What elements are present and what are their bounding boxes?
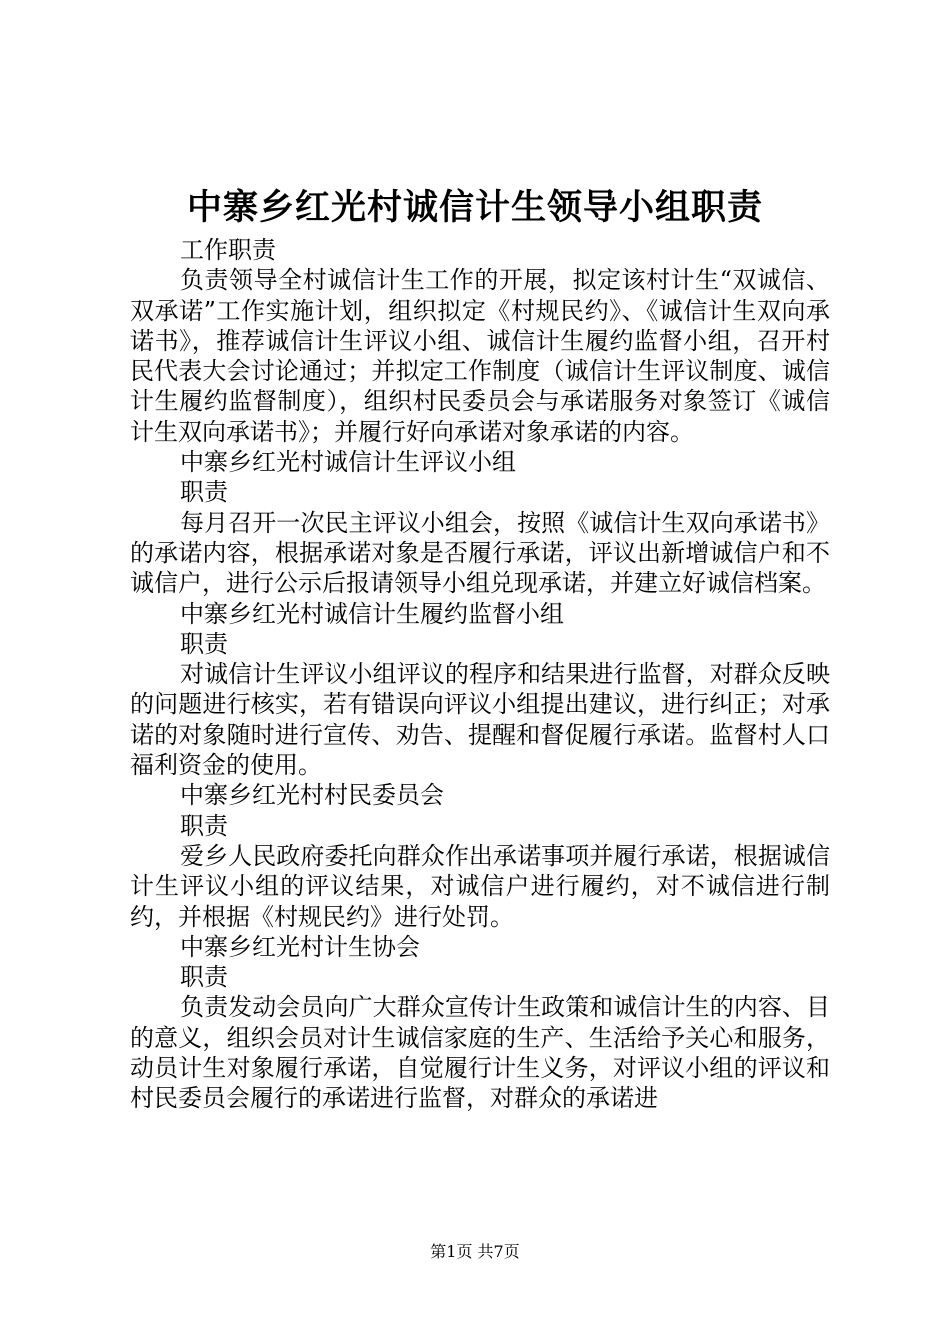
- paragraph-supervision-duties: 对诚信计生评议小组评议的程序和结果进行监督，对群众反映的问题进行核实，若有错误向评议小组提出建议，进行纠正；对承诺的对象随时进行宣传、劝告、提醒和督促履行承诺。监督村人口福利资金的使用。: [130, 660, 830, 780]
- duties-label: 职责: [180, 963, 228, 992]
- paragraph-committee-duties: 爱乡人民政府委托向群众作出承诺事项并履行承诺，根据诚信计生评议小组的评议结果，对诚信户进行履约，对不诚信进行制约，并根据《村规民约》进行处罚。: [130, 841, 830, 931]
- page-number-footer: 第1页 共7页: [430, 1242, 520, 1261]
- section-heading-evaluation-group: 中寨乡红光村诚信计生评议小组: [180, 448, 516, 477]
- document-title: 中寨乡红光村诚信计生领导小组职责: [186, 187, 763, 228]
- duties-label: 职责: [180, 478, 228, 507]
- paragraph-work-duties-heading: 工作职责: [180, 236, 276, 264]
- paragraph-association-duties: 负责发动会员向广大群众宣传计生政策和诚信计生的内容、目的意义，组织会员对计生诚信家庭的生产、生活给予关心和服务，动员计生对象履行承诺，自觉履行计生义务，对评议小组的评议和村民委员会履行的承诺进行监督，对群众的承诺进: [130, 993, 830, 1113]
- paragraph-leadership-duties: 负责领导全村诚信计生工作的开展，拟定该村计生“双诚信、双承诺”工作实施计划，组织拟定《村规民约》、《诚信计生双向承诺书》，推荐诚信计生评议小组、诚信计生履约监督小组，召开村民代表大会讨论通过；并拟定工作制度（诚信计生评议制度、诚信计生履约监督制度），组织村民委员会与承诺服务对象签订《诚信计生双向承诺书》；并履行好向承诺对象承诺的内容。: [130, 266, 830, 446]
- duties-label: 职责: [180, 811, 228, 840]
- document-body: [130, 235, 830, 1114]
- section-heading-supervision-group: 中寨乡红光村诚信计生履约监督小组: [180, 599, 564, 628]
- section-heading-family-planning-association: 中寨乡红光村计生协会: [180, 932, 420, 961]
- section-heading-village-committee: 中寨乡红光村村民委员会: [180, 781, 444, 810]
- paragraph-evaluation-duties: 每月召开一次民主评议小组会，按照《诚信计生双向承诺书》的承诺内容，根据承诺对象是否履行承诺，评议出新增诚信户和不诚信户，进行公示后报请领导小组兑现承诺，并建立好诚信档案。: [130, 508, 830, 598]
- duties-label: 职责: [180, 629, 228, 658]
